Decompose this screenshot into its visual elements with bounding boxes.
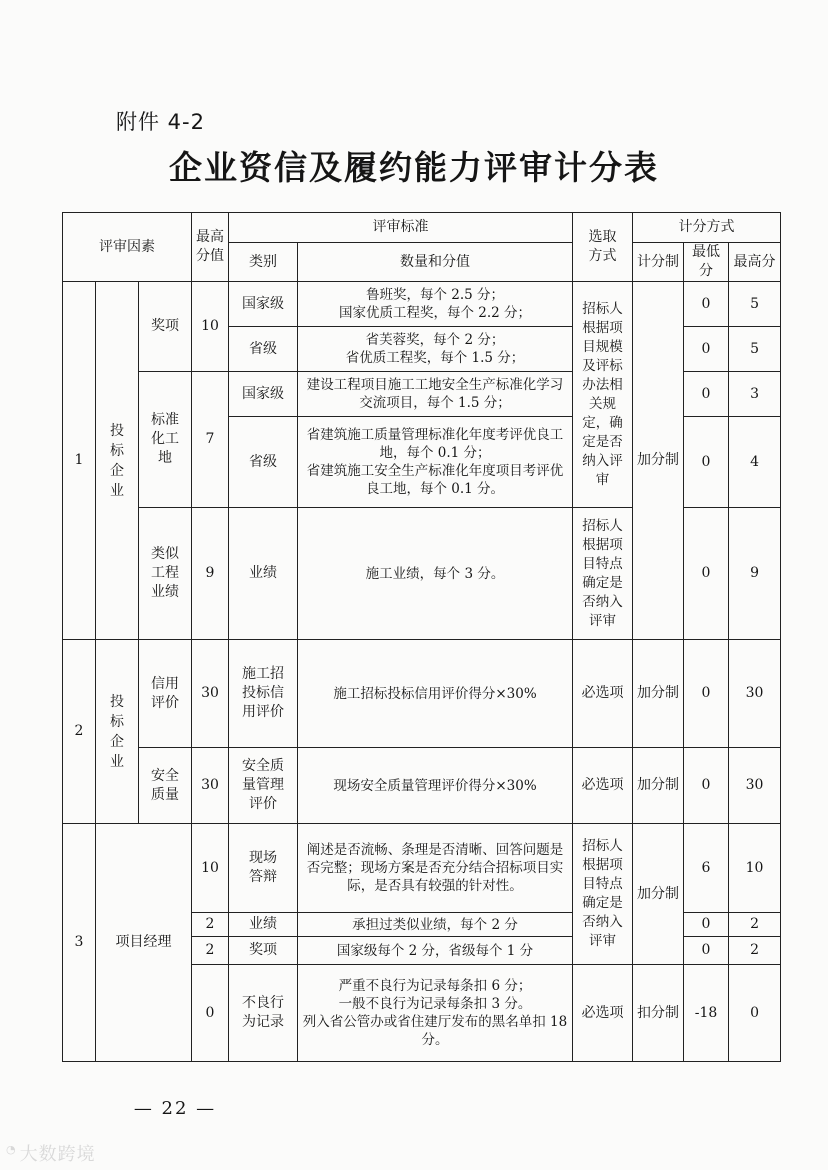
section2-credit-selection: 必选项 [573, 640, 633, 748]
section2-index: 2 [63, 640, 96, 824]
document-title: 企业资信及履约能力评审计分表 [169, 148, 659, 187]
section1-awards-national-criteria: 鲁班奖，每个 2.5 分； 国家优质工程奖，每个 2.2 分； [298, 282, 573, 327]
section2-group: 投标企业 [96, 640, 139, 824]
section3-bad-record-min: -18 [684, 965, 729, 1062]
section3-index: 3 [63, 824, 96, 1062]
header-selection-method: 选取方式 [573, 213, 633, 282]
section2-credit-scoring-system: 加分制 [633, 640, 684, 748]
section3-performance-max: 2 [192, 913, 229, 937]
header-quantity-score: 数量和分值 [298, 243, 573, 282]
section3-bad-record-high: 0 [729, 965, 781, 1062]
section1-performance-high: 9 [729, 508, 781, 640]
section2-safety-high: 30 [729, 748, 781, 824]
section3-defense-max: 10 [192, 824, 229, 913]
section2-credit-criteria: 施工招标投标信用评价得分×30% [298, 640, 573, 748]
section3-defense-category: 现场答辩 [229, 824, 298, 913]
section1-awards-provincial-criteria: 省芙蓉奖，每个 2 分； 省优质工程奖，每个 1.5 分； [298, 327, 573, 372]
section2-safety-category: 安全质量管理评价 [229, 748, 298, 824]
section1-awards-provincial-min: 0 [684, 327, 729, 372]
section3-performance-criteria: 承担过类似业绩，每个 2 分 [298, 913, 573, 937]
section3-bad-record-criteria: 严重不良行为记录每条扣 6 分； 一般不良行为记录每条扣 3 分。 列入省公管办或省住建厅发布的黑名单扣 18 分。 [298, 965, 573, 1062]
section1-performance-max: 9 [192, 508, 229, 640]
section1-awards-provincial-high: 5 [729, 327, 781, 372]
header-min-score: 最低分 [684, 243, 729, 282]
section1-awards-national-min: 0 [684, 282, 729, 327]
section2-credit-item: 信用评价 [139, 640, 192, 748]
section1-standard-site-provincial-min: 0 [684, 417, 729, 508]
section1-performance-item: 类似工程业绩 [139, 508, 192, 640]
watermark-logo-icon: ◔ [6, 1143, 17, 1156]
watermark [6, 1140, 96, 1166]
header-factor: 评审因素 [63, 213, 192, 282]
section2-safety-criteria: 现场安全质量管理评价得分×30% [298, 748, 573, 824]
section3-group: 项目经理 [96, 824, 192, 1062]
scoring-table [62, 212, 781, 1062]
section3-selection: 招标人根据项目特点确定是否纳入评审 [573, 824, 633, 965]
section1-standard-site-national-category: 国家级 [229, 372, 298, 417]
section1-performance-min: 0 [684, 508, 729, 640]
section1-standard-site-provincial-criteria: 省建筑施工质量管理标准化年度考评优良工地，每个 0.1 分； 省建筑施工安全生产标准化年度项目考评优良工地，每个 0.1 分。 [298, 417, 573, 508]
attachment-label: 附件 4-2 [116, 110, 205, 134]
section1-scoring-system: 加分制 [633, 282, 684, 640]
section1-awards-max: 10 [192, 282, 229, 372]
section1-performance-category: 业绩 [229, 508, 298, 640]
section1-standard-site-max: 7 [192, 372, 229, 508]
section3-awards-criteria: 国家级每个 2 分，省级每个 1 分 [298, 937, 573, 965]
section3-scoring-system: 加分制 [633, 824, 684, 965]
section1-selection-a: 招标人根据项目规模及评标办法相关规定，确定是否纳入评审 [573, 282, 633, 508]
section2-safety-max: 30 [192, 748, 229, 824]
section1-standard-site-provincial-high: 4 [729, 417, 781, 508]
section3-bad-record-selection: 必选项 [573, 965, 633, 1062]
header-standard: 评审标准 [229, 213, 573, 243]
section2-credit-high: 30 [729, 640, 781, 748]
section3-awards-high: 2 [729, 937, 781, 965]
section3-bad-record-scoring-system: 扣分制 [633, 965, 684, 1062]
section1-awards-national-category: 国家级 [229, 282, 298, 327]
section2-safety-scoring-system: 加分制 [633, 748, 684, 824]
watermark-text: 大数跨境 [19, 1144, 96, 1165]
section3-awards-max: 2 [192, 937, 229, 965]
section1-awards-provincial-category: 省级 [229, 327, 298, 372]
section3-performance-category: 业绩 [229, 913, 298, 937]
section3-performance-min: 0 [684, 913, 729, 937]
header-scoring-system: 计分制 [633, 243, 684, 282]
header-max-points: 最高分 [729, 243, 781, 282]
section1-performance-selection: 招标人根据项目特点确定是否纳入评审 [573, 508, 633, 640]
header-category: 类别 [229, 243, 298, 282]
section2-credit-category: 施工招投标信用评价 [229, 640, 298, 748]
section1-standard-site-national-min: 0 [684, 372, 729, 417]
section1-standard-site-national-high: 3 [729, 372, 781, 417]
section2-safety-min: 0 [684, 748, 729, 824]
section1-index: 1 [63, 282, 96, 640]
section1-group: 投标企业 [96, 282, 139, 640]
section1-performance-criteria: 施工业绩，每个 3 分。 [298, 508, 573, 640]
section3-defense-min: 6 [684, 824, 729, 913]
section2-credit-max: 30 [192, 640, 229, 748]
section3-bad-record-category: 不良行为记录 [229, 965, 298, 1062]
section1-awards-national-high: 5 [729, 282, 781, 327]
section1-standard-site-item: 标准化工地 [139, 372, 192, 508]
section2-safety-selection: 必选项 [573, 748, 633, 824]
section2-safety-item: 安全质量 [139, 748, 192, 824]
section3-defense-high: 10 [729, 824, 781, 913]
header-scoring-method: 计分方式 [633, 213, 781, 243]
section3-bad-record-max: 0 [192, 965, 229, 1062]
section3-performance-high: 2 [729, 913, 781, 937]
section1-standard-site-provincial-category: 省级 [229, 417, 298, 508]
page-number: — 22 — [133, 1098, 217, 1119]
section1-awards-item: 奖项 [139, 282, 192, 372]
section1-standard-site-national-criteria: 建设工程项目施工工地安全生产标准化学习交流项目，每个 1.5 分； [298, 372, 573, 417]
section2-credit-min: 0 [684, 640, 729, 748]
section3-defense-criteria: 阐述是否流畅、条理是否清晰、回答问题是否完整；现场方案是否充分结合招标项目实际，是否具有较强的针对性。 [298, 824, 573, 913]
section3-awards-category: 奖项 [229, 937, 298, 965]
section3-awards-min: 0 [684, 937, 729, 965]
header-max-score: 最高分值 [192, 213, 229, 282]
